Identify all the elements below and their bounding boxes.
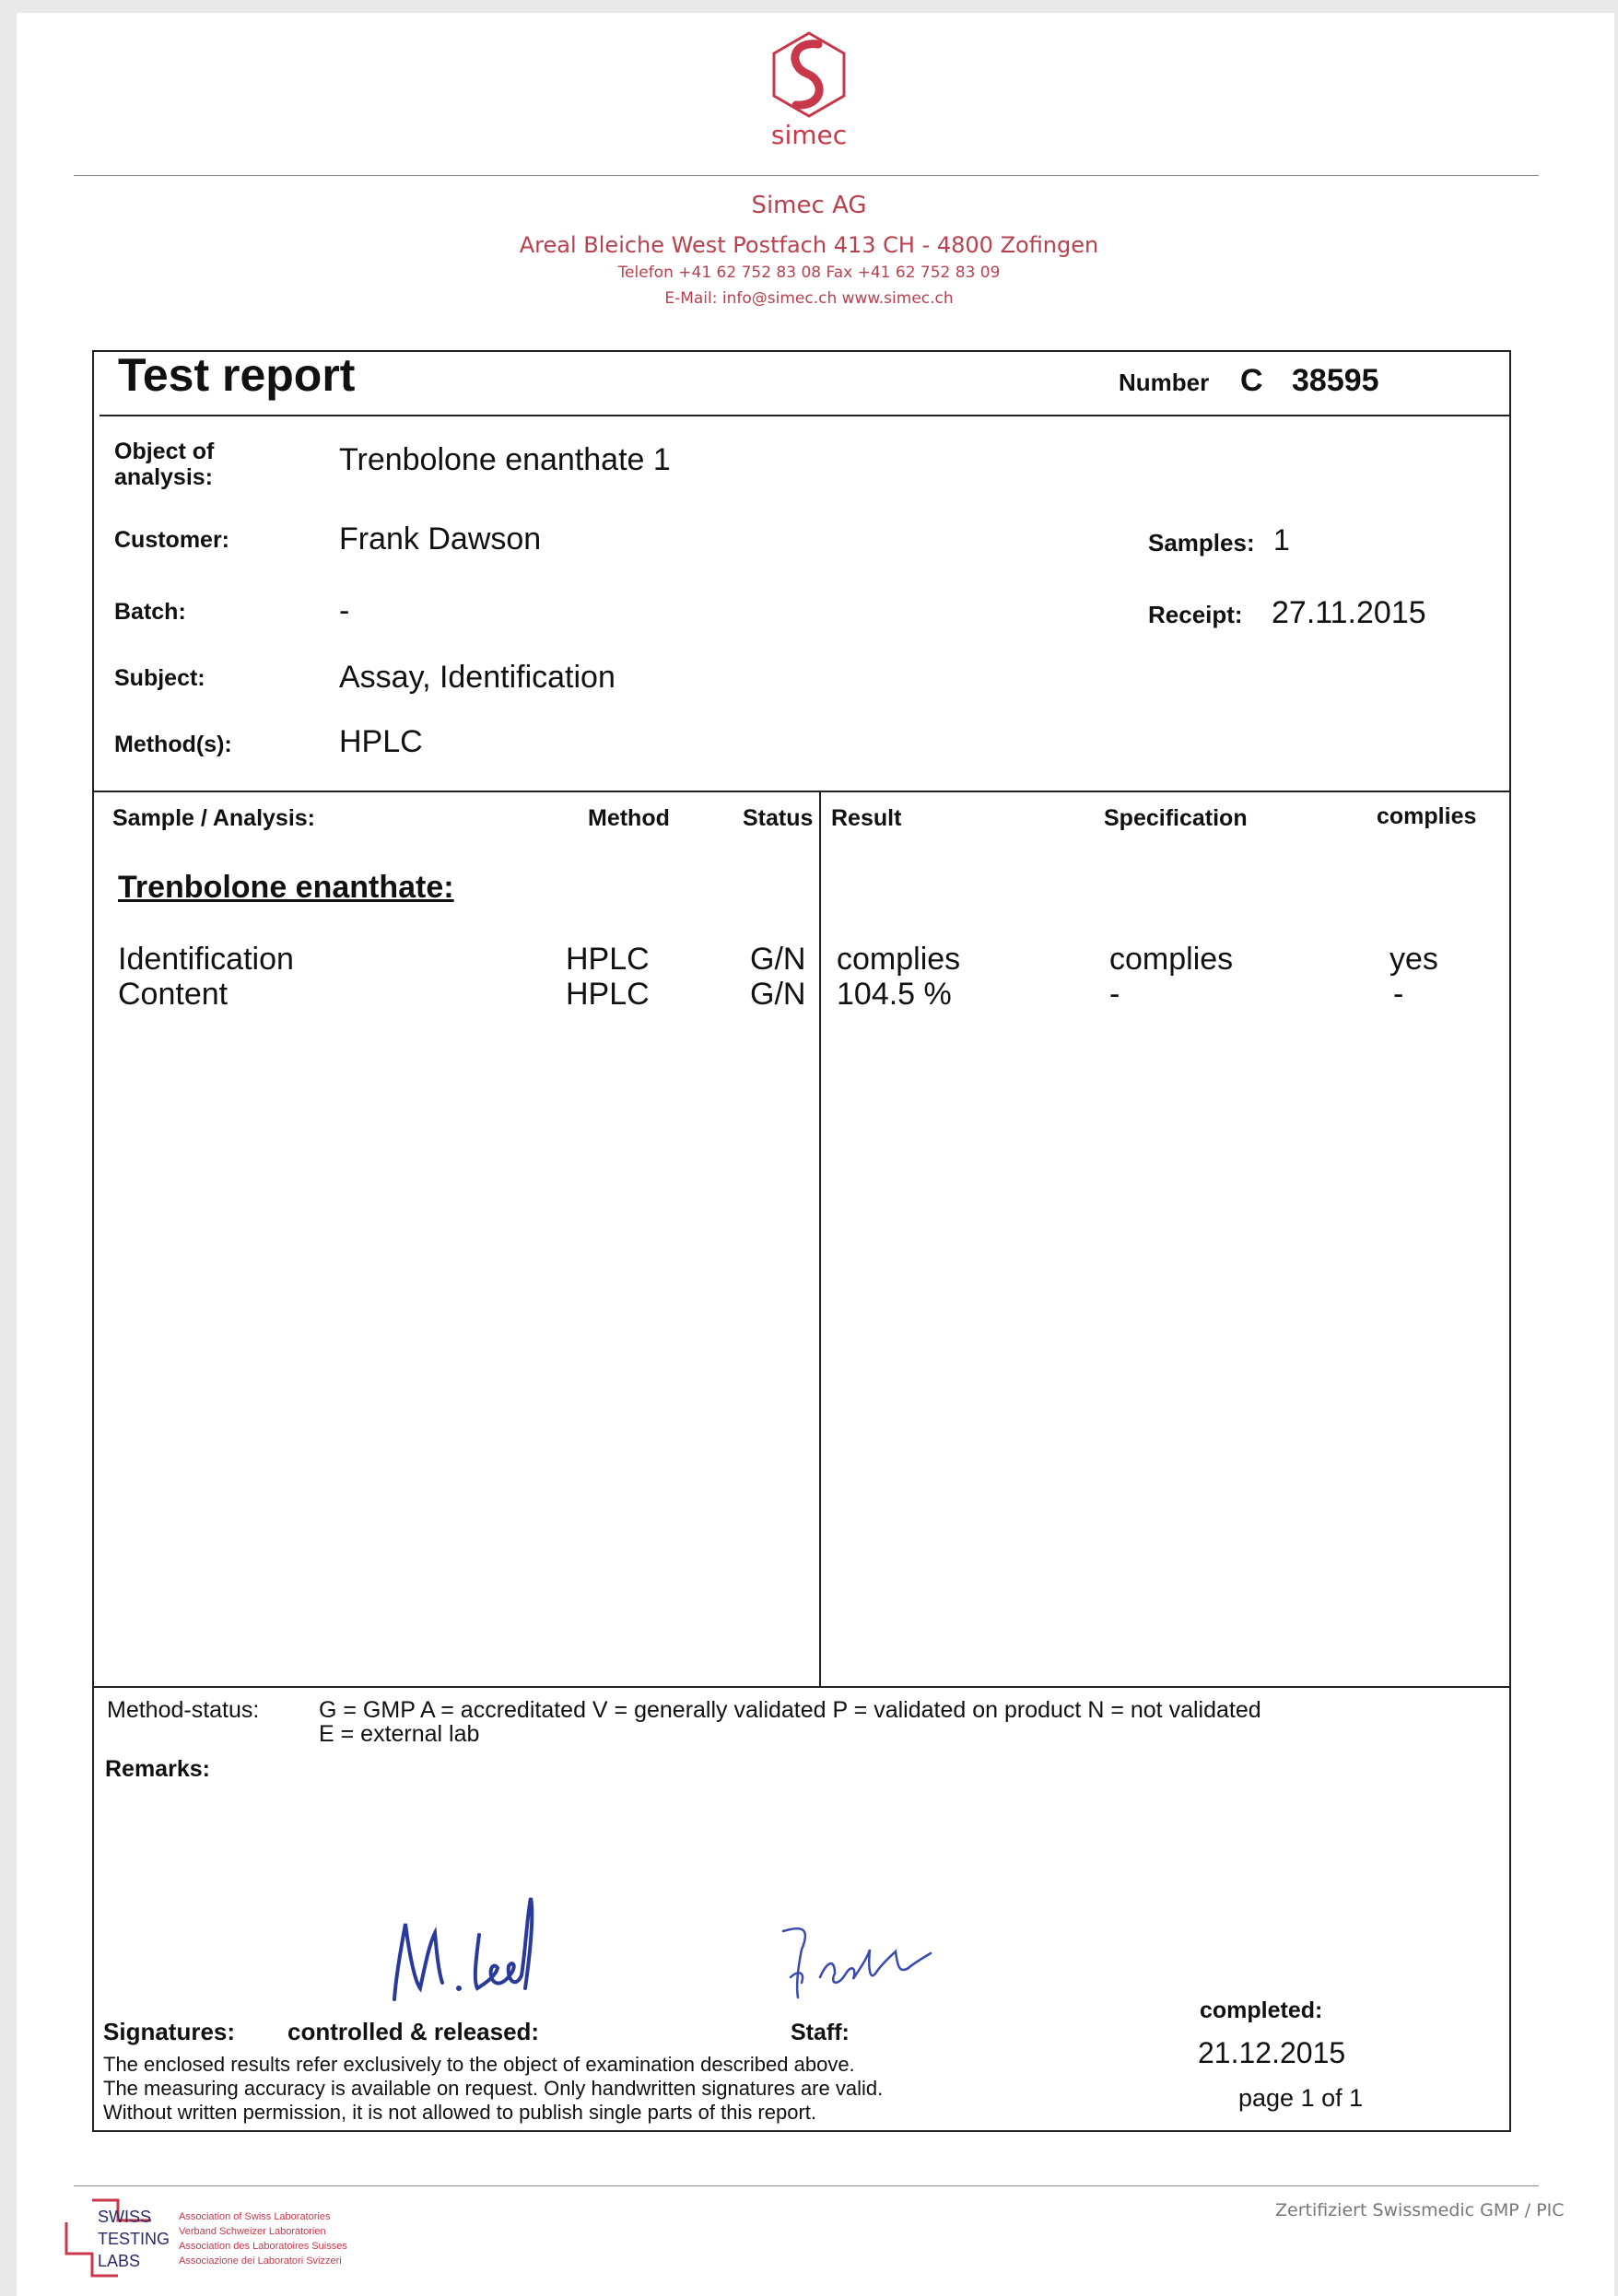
association-line-4: Associazione dei Laboratori Svizzeri	[179, 2255, 342, 2267]
object-label-2: analysis:	[114, 464, 214, 490]
staff-label: Staff:	[791, 2020, 850, 2045]
header-complies: complies	[1377, 803, 1477, 829]
header-status: Status	[743, 805, 814, 831]
controlled-label: controlled & released:	[287, 2018, 540, 2045]
stl-line-2: TESTING	[98, 2230, 170, 2248]
customer-value: Frank Dawson	[339, 521, 542, 556]
company-email: E-Mail: info@simec.ch www.simec.ch	[664, 289, 954, 308]
disclaimer-line-2: The measuring accuracy is available on request. Only handwritten signatures are valid.	[103, 2077, 884, 2100]
number-label: Number	[1119, 369, 1210, 396]
company-name: Simec AG	[751, 192, 867, 219]
association-line-2: Verband Schweizer Laboratorien	[179, 2226, 326, 2237]
header-method: Method	[588, 805, 670, 831]
object-value: Trenbolone enanthate 1	[339, 442, 671, 477]
report-title: Test report	[118, 349, 356, 401]
completed-date: 21.12.2015	[1198, 2036, 1346, 2069]
disclaimer-line-1: The enclosed results refer exclusively to the object of examination described above.	[103, 2053, 855, 2076]
customer-label: Customer:	[114, 527, 230, 553]
row-analysis: Identification	[118, 942, 294, 977]
row-status: G/N	[750, 977, 806, 1012]
row-complies: yes	[1389, 942, 1438, 977]
subject-value: Assay, Identification	[339, 660, 616, 695]
row-result: complies	[837, 942, 961, 977]
object-label-1: Object of	[114, 439, 215, 464]
row-result: 104.5 %	[837, 977, 952, 1012]
column-divider	[819, 792, 821, 1686]
company-address: Areal Bleiche West Postfach 413 CH - 4800 Zofingen	[519, 232, 1099, 258]
receipt-value: 27.11.2015	[1272, 595, 1426, 630]
simec-hexagon-s-logo-icon	[763, 28, 855, 129]
disclaimer-line-3: Without written permission, it is not allowed to publish single parts of this report.	[103, 2101, 817, 2124]
association-line-1: Association of Swiss Laboratories	[179, 2211, 331, 2222]
header-rule	[74, 175, 1539, 176]
remarks-label: Remarks:	[105, 1756, 210, 1782]
header-specification: Specification	[1104, 805, 1248, 831]
row-specification: complies	[1109, 942, 1234, 977]
controlled-signature	[378, 1880, 580, 2018]
section-title: Trenbolone enanthate:	[118, 870, 454, 905]
page-indicator: page 1 of 1	[1238, 2084, 1364, 2112]
row-specification: -	[1109, 977, 1120, 1012]
report-number: 38595	[1292, 363, 1379, 398]
info-rule	[92, 791, 1511, 792]
logo-text: simec	[770, 120, 848, 150]
header-sample: Sample / Analysis:	[112, 805, 315, 831]
certification-note: Zertifiziert Swissmedic GMP / PIC	[1275, 2200, 1565, 2220]
row-status: G/N	[750, 942, 806, 977]
stl-line-1: SWISS	[98, 2208, 152, 2226]
method-value: HPLC	[339, 724, 423, 759]
stl-line-3: LABS	[98, 2252, 141, 2270]
row-method: HPLC	[566, 977, 650, 1012]
method-label: Method(s):	[114, 732, 232, 757]
header-result: Result	[831, 805, 902, 831]
table-bottom-rule	[92, 1686, 1511, 1688]
batch-label: Batch:	[114, 599, 186, 625]
method-status-label: Method-status:	[107, 1697, 260, 1723]
staff-signature	[774, 1913, 940, 2005]
subject-label: Subject:	[114, 665, 205, 691]
row-complies: -	[1393, 977, 1404, 1012]
row-analysis: Content	[118, 977, 229, 1012]
method-status-line2: E = external lab	[319, 1721, 480, 1747]
samples-label: Samples:	[1148, 529, 1255, 556]
samples-value: 1	[1273, 523, 1290, 556]
signatures-label: Signatures:	[103, 2018, 236, 2045]
company-phone: Telefon +41 62 752 83 08 Fax +41 62 752 83 09	[617, 264, 1001, 282]
number-prefix: C	[1240, 363, 1263, 398]
title-rule	[100, 415, 1509, 416]
completed-label: completed:	[1200, 1997, 1323, 2023]
batch-value: -	[339, 593, 350, 628]
row-method: HPLC	[566, 942, 650, 977]
method-status-line1: G = GMP A = accreditated V = generally validated P = validated on product N = not validated	[319, 1697, 1261, 1723]
footer-rule	[74, 2185, 1539, 2186]
association-line-3: Association des Laboratoires Suisses	[179, 2241, 347, 2252]
receipt-label: Receipt:	[1148, 601, 1243, 628]
